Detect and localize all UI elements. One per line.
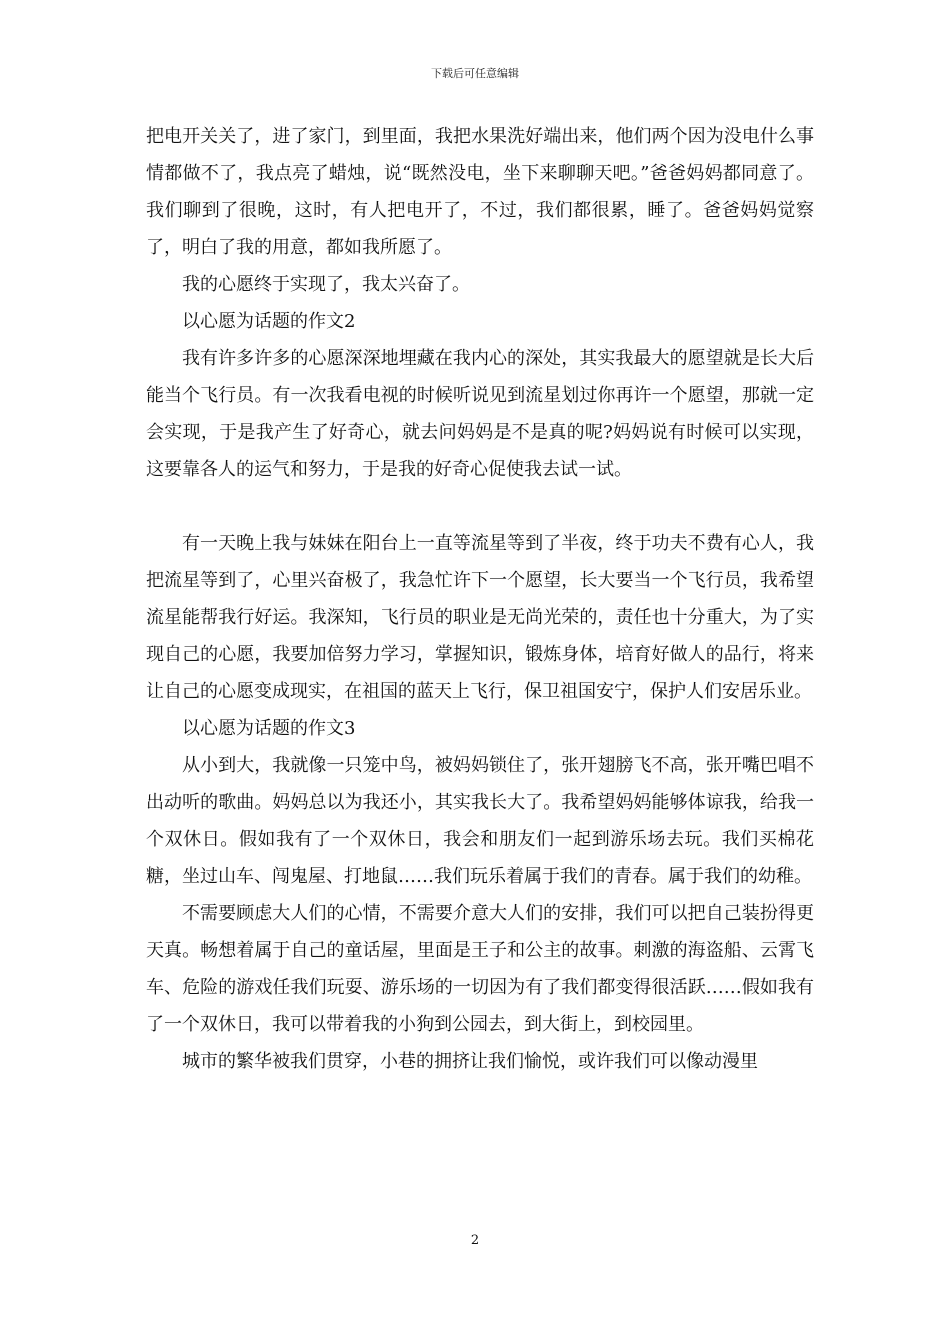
paragraph: 我有许多许多的心愿深深地埋藏在我内心的深处，其实我最大的愿望就是长大后能当个飞行员。有一次我看电视的时候听说见到流星划过你再许一个愿望，那就一定会实现，于是我产生了好奇心，就去问妈妈是不是真的呢?妈妈说有时候可以实现，这要靠各人的运气和努力，于是我的好奇心促使我去试一试。 (146, 348, 814, 480)
blank-line (146, 488, 814, 525)
essay-heading-2: 以心愿为话题的作文2 (182, 311, 356, 332)
paragraph: 从小到大，我就像一只笼中鸟，被妈妈锁住了，张开翅膀飞不高，张开嘴巴唱不出动听的歌曲。妈妈总以为我还小，其实我长大了。我希望妈妈能够体谅我，给我一个双休日。假如我有了一个双休日，我会和朋友们一起到游乐场去玩。我们买棉花糖，坐过山车、闯鬼屋、打地鼠……我们玩乐着属于我们的青春。属于我们的幼稚。 (146, 755, 814, 887)
essay-heading-3: 以心愿为话题的作文3 (182, 718, 356, 739)
document-body (146, 118, 814, 1080)
paragraph: 我的心愿终于实现了，我太兴奋了。 (182, 274, 470, 295)
page-header: 下载后可任意编辑 (431, 67, 519, 80)
paragraph: 有一天晚上我与妹妹在阳台上一直等流星等到了半夜，终于功夫不费有心人，我把流星等到了，心里兴奋极了，我急忙许下一个愿望，长大要当一个飞行员，我希望流星能帮我行好运。我深知，飞行员的职业是无尚光荣的，责任也十分重大，为了实现自己的心愿，我要加倍努力学习，掌握知识，锻炼身体，培育好做人的品行，将来让自己的心愿变成现实，在祖国的蓝天上飞行，保卫祖国安宁，保护人们安居乐业。 (146, 533, 814, 702)
paragraph-continuation: 把电开关关了，进了家门，到里面，我把水果洗好端出来，他们两个因为没电什么事情都做不了，我点亮了蜡烛，说“既然没电，坐下来聊聊天吧。”爸爸妈妈都同意了。我们聊到了很晚，这时，有人把电开了，不过，我们都很累，睡了。爸爸妈妈觉察了，明白了我的用意，都如我所愿了。 (146, 126, 814, 258)
paragraph: 不需要顾虑大人们的心情，不需要介意大人们的安排，我们可以把自己装扮得更天真。畅想着属于自己的童话屋，里面是王子和公主的故事。刺激的海盗船、云霄飞车、危险的游戏任我们玩耍、游乐场的一切因为有了我们都变得很活跃……假如我有了一个双休日，我可以带着我的小狗到公园去，到大街上，到校园里。 (146, 903, 814, 1035)
page-number: 2 (470, 1233, 480, 1248)
paragraph: 城市的繁华被我们贯穿，小巷的拥挤让我们愉悦，或许我们可以像动漫里 (182, 1051, 758, 1072)
